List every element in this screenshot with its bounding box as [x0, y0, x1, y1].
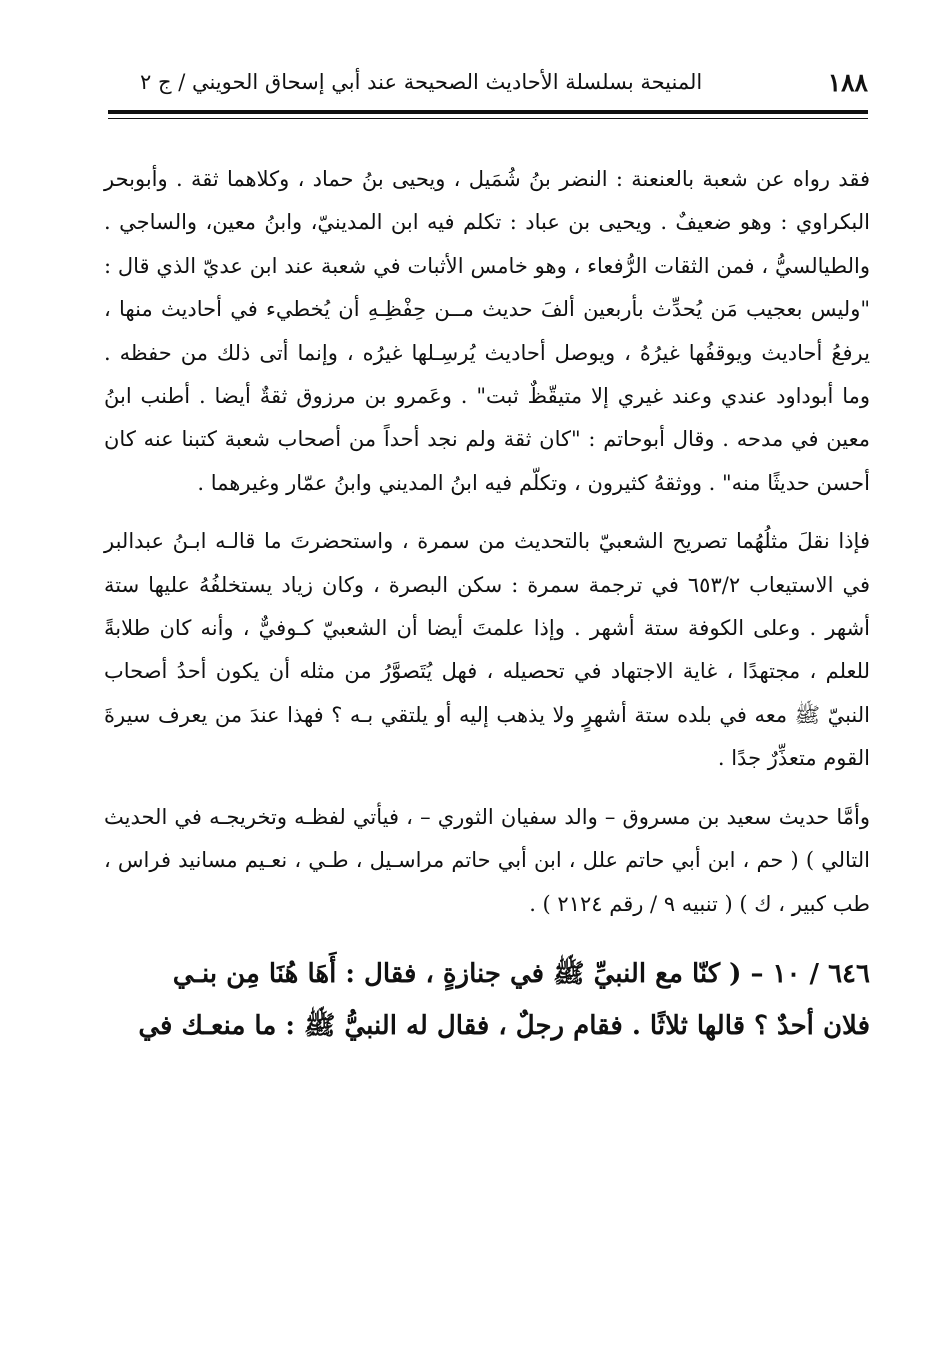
running-header: [108, 66, 868, 106]
paragraph-narrators: فقد رواه عن شعبة بالعنعنة : النضر بنُ شُمَيل ، ويحيى بنُ حماد ، وكلاهما ثقة . وأبوبحر البكراوي : وهو ضعيفٌ . ويحيى بن عباد : تكلم فيه ابن المدينيّ، وابنُ معين، والساجي . والطيالسيُّ ، فمن الثقات الرُّفعاء ، وهو خامس الأثبات في شعبة عند ابن عديّ الذي قال : "وليس بعجيب مَن يُحدِّث بأربعين ألفَ حديث مــن حِفْظِـهِ أن يُخطيء في أحاديث منها ، يرفعُ أحاديث ويوقفُها غيرُهُ ، ويوصل أحاديث يُرسِـلها غيرُه ، وإنما أتى ذلك من حفظه . وما أبوداود عندي وعند غيري إلا متيقّظٌ ثبت" . وعَمرو بن مرزوق ثقةٌ أيضا . أطنب ابنُ معين في مدحه . وقال أبوحاتم : "كان ثقة ولم نجد أحداً من أصحاب شعبة كتبنا عنه كان أحسن حديثًا منه" . ووثقهُ كثيرون ، وتكلّم فيه ابنُ المديني وابنُ عمّار وغيرهما .: [104, 167, 871, 495]
hadith-line-1: ٦٤٦ / ١٠ – ( كنّا مع النبيِّ ﷺ في جنازةٍ ، فقال : أَهَا هُنَا مِن بنـي: [172, 958, 870, 989]
body-text: [104, 158, 870, 1052]
hadith-line-2: فلان أحدٌ ؟ قالها ثلاثًا . فقام رجلٌ ، فقال له النبيُّ ﷺ : ما منعـك في: [138, 1010, 870, 1041]
paragraph-said-masruq: وأمَّا حديث سعيد بن مسروق – والد سفيان الثوري – ، فيأتي لفظـه وتخريجـه في الحديث التالي ) ( حم ، ابن أبي حاتم علل ، ابن أبي حاتم مراسـيل ، طـي ، نعـيم مسانيد فراس ، طب كبير ، ك ) ( تنبيه ٩ / رقم ٢١٢٤ ) .: [104, 804, 870, 916]
running-title: المنيحة بسلسلة الأحاديث الصحيحة عند أبي إسحاق الحويني / ج ٢: [140, 70, 703, 94]
header-rule-thin: [108, 118, 868, 119]
paragraph-shabi-samura: فإذا نقلَ مثلُهُما تصريح الشعبيّ بالتحديث من سمرة ، واستحضرتَ ما قالـه ابـنُ عبدالبر في الاستيعاب ٦٥٣/٢ في ترجمة سمرة : سكن البصرة ، وكان زياد يستخلفُهُ عليها ستة أشهر . وعلى الكوفة ستة أشهر . وإذا علمتَ أيضا أن الشعبيّ كـوفيٌّ ، وأنه كان طلابةً للعلم ، مجتهدًا ، غاية الاجتهاد في تحصيله ، فهل يُتَصوَّرُ من مثله أن يكون أحدُ أصحاب النبيّ ﷺ معه في بلده ستة أشهرٍ ولا يذهب إليه أو يلتقي بـه ؟ فهذا عندَ من يعرف سيرةَ القوم متعذِّرٌ جدًا .: [104, 529, 870, 771]
header-rule-thick: [108, 110, 868, 114]
hadith-block: [104, 948, 870, 1052]
page-number: ١٨٨: [827, 68, 868, 97]
